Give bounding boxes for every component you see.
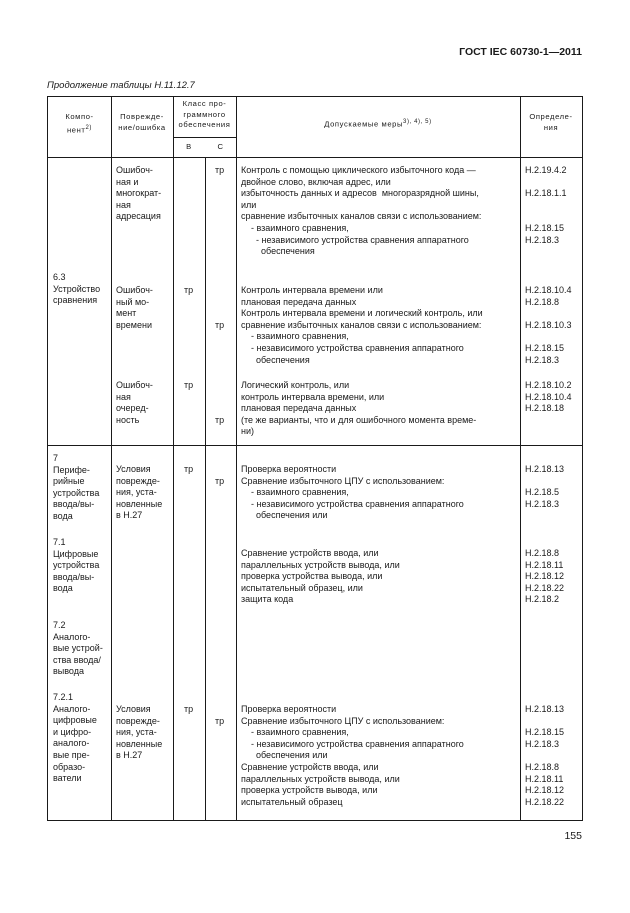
measure-line: Сравнение устройств ввода, или <box>241 761 379 772</box>
measure-line: избыточность данных и адресов многоразрядной шины, <box>241 188 479 199</box>
header-fault: Поврежде- ние/ошибка <box>118 112 166 132</box>
row-fault: Ошибоч- ная и многократ- ная адресация <box>116 165 162 222</box>
row-fault: Условия поврежде- ния, уста- новленные в Н.27 <box>116 464 163 521</box>
measure-line: Сравнение избыточного ЦПУ с использованием: <box>241 475 445 486</box>
row-measures <box>241 704 464 808</box>
measure-line: - взаимного сравнения, <box>241 331 349 342</box>
measure-line: Сравнение избыточного ЦПУ с использованием: <box>241 715 445 726</box>
row-measures <box>241 380 476 438</box>
measure-line: проверка устройства вывода, или <box>241 571 383 582</box>
row-fault: Условия поврежде- ния, уста- новленные в Н.27 <box>116 704 163 761</box>
header-component: Компо- нент$^{2)}$ <box>65 112 94 135</box>
table-caption: Продолжение таблицы Н.11.12.7 <box>47 80 195 91</box>
measure-line: - взаимного сравнения, <box>241 727 349 738</box>
row-class-b: тр <box>184 285 194 295</box>
measure-line: параллельных устройств вывода, или <box>241 773 400 784</box>
header-measures: Допускаемые меры$^{3), 4), 5)}$ <box>324 119 432 129</box>
measure-line: Контроль интервала времени или <box>241 285 383 295</box>
row-class-c: тр <box>215 415 225 425</box>
measure-line: Логический контроль, или <box>241 380 350 390</box>
row-component: 7.1 Цифровые устройства ввода/вы- вода <box>53 537 100 594</box>
row-measures <box>241 464 464 522</box>
measure-line: Проверка вероятности <box>241 464 337 474</box>
page-number: 155 <box>564 830 582 842</box>
header-class-b: B <box>186 142 192 151</box>
table <box>47 96 583 821</box>
row-definitions: Н.2.18.8 Н.2.18.11 Н.2.18.12 Н.2.18.22 Н.2.18.2 <box>525 548 565 605</box>
measure-line: контроль интервала времени, или <box>241 391 385 402</box>
measure-line: - независимого устройства сравнения аппаратного <box>241 738 464 749</box>
measure-line: ни) <box>241 426 254 437</box>
measure-line: обеспечения <box>241 246 315 257</box>
header-definitions: Определе- ния <box>529 112 573 132</box>
measure-line: параллельных устройств вывода, или <box>241 559 400 570</box>
header-class-c: C <box>217 142 224 151</box>
measure-line: обеспечения <box>241 354 310 365</box>
measure-line: сравнение избыточных каналов связи с использованием: <box>241 211 482 222</box>
measure-line: (те же варианты, что и для ошибочного момента време- <box>241 414 477 425</box>
row-class-b: тр <box>184 704 194 714</box>
measure-line: защита кода <box>241 594 294 605</box>
row-class-c: тр <box>215 165 225 175</box>
row-class-c: тр <box>215 476 225 486</box>
measure-line: проверка устройств вывода, или <box>241 785 378 796</box>
row-component: 7.2.1 Аналого- цифровые и цифро- аналого- вые пре- образо- ватели <box>53 692 97 784</box>
row-fault: Ошибоч- ная очеред- ность <box>116 380 153 425</box>
measure-line: обеспечения или <box>241 510 328 521</box>
row-fault: Ошибоч- ный мо- мент времени <box>116 285 153 330</box>
row-measures <box>241 548 400 606</box>
measure-line: двойное слово, включая адрес, или <box>241 176 391 187</box>
row-definitions: Н.2.18.13 Н.2.18.5 Н.2.18.3 <box>525 464 565 509</box>
row-measures <box>241 285 483 366</box>
measure-line: плановая передача данных <box>241 403 357 414</box>
measure-line: Контроль с помощью циклического избыточного кода — <box>241 165 476 175</box>
row-class-b: тр <box>184 464 194 474</box>
measure-line: - взаимного сравнения, <box>241 222 349 233</box>
row-definitions: Н.2.18.13 Н.2.18.15 Н.2.18.3 Н.2.18.8 Н.2.18.11 Н.2.18.12 Н.2.18.22 <box>525 704 565 807</box>
measure-line: испытательный образец, или <box>241 582 363 593</box>
standard-designation: ГОСТ IEC 60730-1—2011 <box>459 46 582 58</box>
row-definitions: Н.2.18.10.4 Н.2.18.8 Н.2.18.10.3 Н.2.18.15 Н.2.18.3 <box>525 285 572 365</box>
measure-line: - независимого устройства сравнения аппаратного <box>241 342 464 353</box>
measure-line: Контроль интервала времени и логический контроль, или <box>241 308 483 319</box>
row-component: 7.2 Аналого- вые устрой- ства ввода/ вывода <box>53 620 103 677</box>
measure-line: испытательный образец <box>241 796 343 807</box>
row-component: 6.3 Устройство сравнения <box>53 272 101 306</box>
measure-line: сравнение избыточных каналов связи с использованием: <box>241 319 482 330</box>
measure-line: - независимого устройства сравнения аппаратного <box>241 498 464 509</box>
measure-line: Сравнение устройств ввода, или <box>241 548 379 558</box>
row-measures <box>241 165 481 258</box>
measure-line: плановая передача данных <box>241 296 357 307</box>
row-class-b: тр <box>184 380 194 390</box>
measure-line: обеспечения или <box>241 750 328 761</box>
measure-line: или <box>241 199 257 210</box>
measure-line: Проверка вероятности <box>241 704 337 714</box>
row-definitions: Н.2.19.4.2 Н.2.18.1.1 Н.2.18.15 Н.2.18.3 <box>525 165 567 245</box>
header-software-class: Класс про- граммного обеспечения <box>178 99 231 129</box>
row-component: 7 Перифе- рийные устройства ввода/вы- вода <box>53 453 100 521</box>
row-definitions: Н.2.18.10.2 Н.2.18.10.4 Н.2.18.18 <box>525 380 572 414</box>
measure-line: - взаимного сравнения, <box>241 487 349 498</box>
row-class-c: тр <box>215 320 225 330</box>
measure-line: - независимого устройства сравнения аппаратного <box>241 234 469 245</box>
row-class-c: тр <box>215 716 225 726</box>
